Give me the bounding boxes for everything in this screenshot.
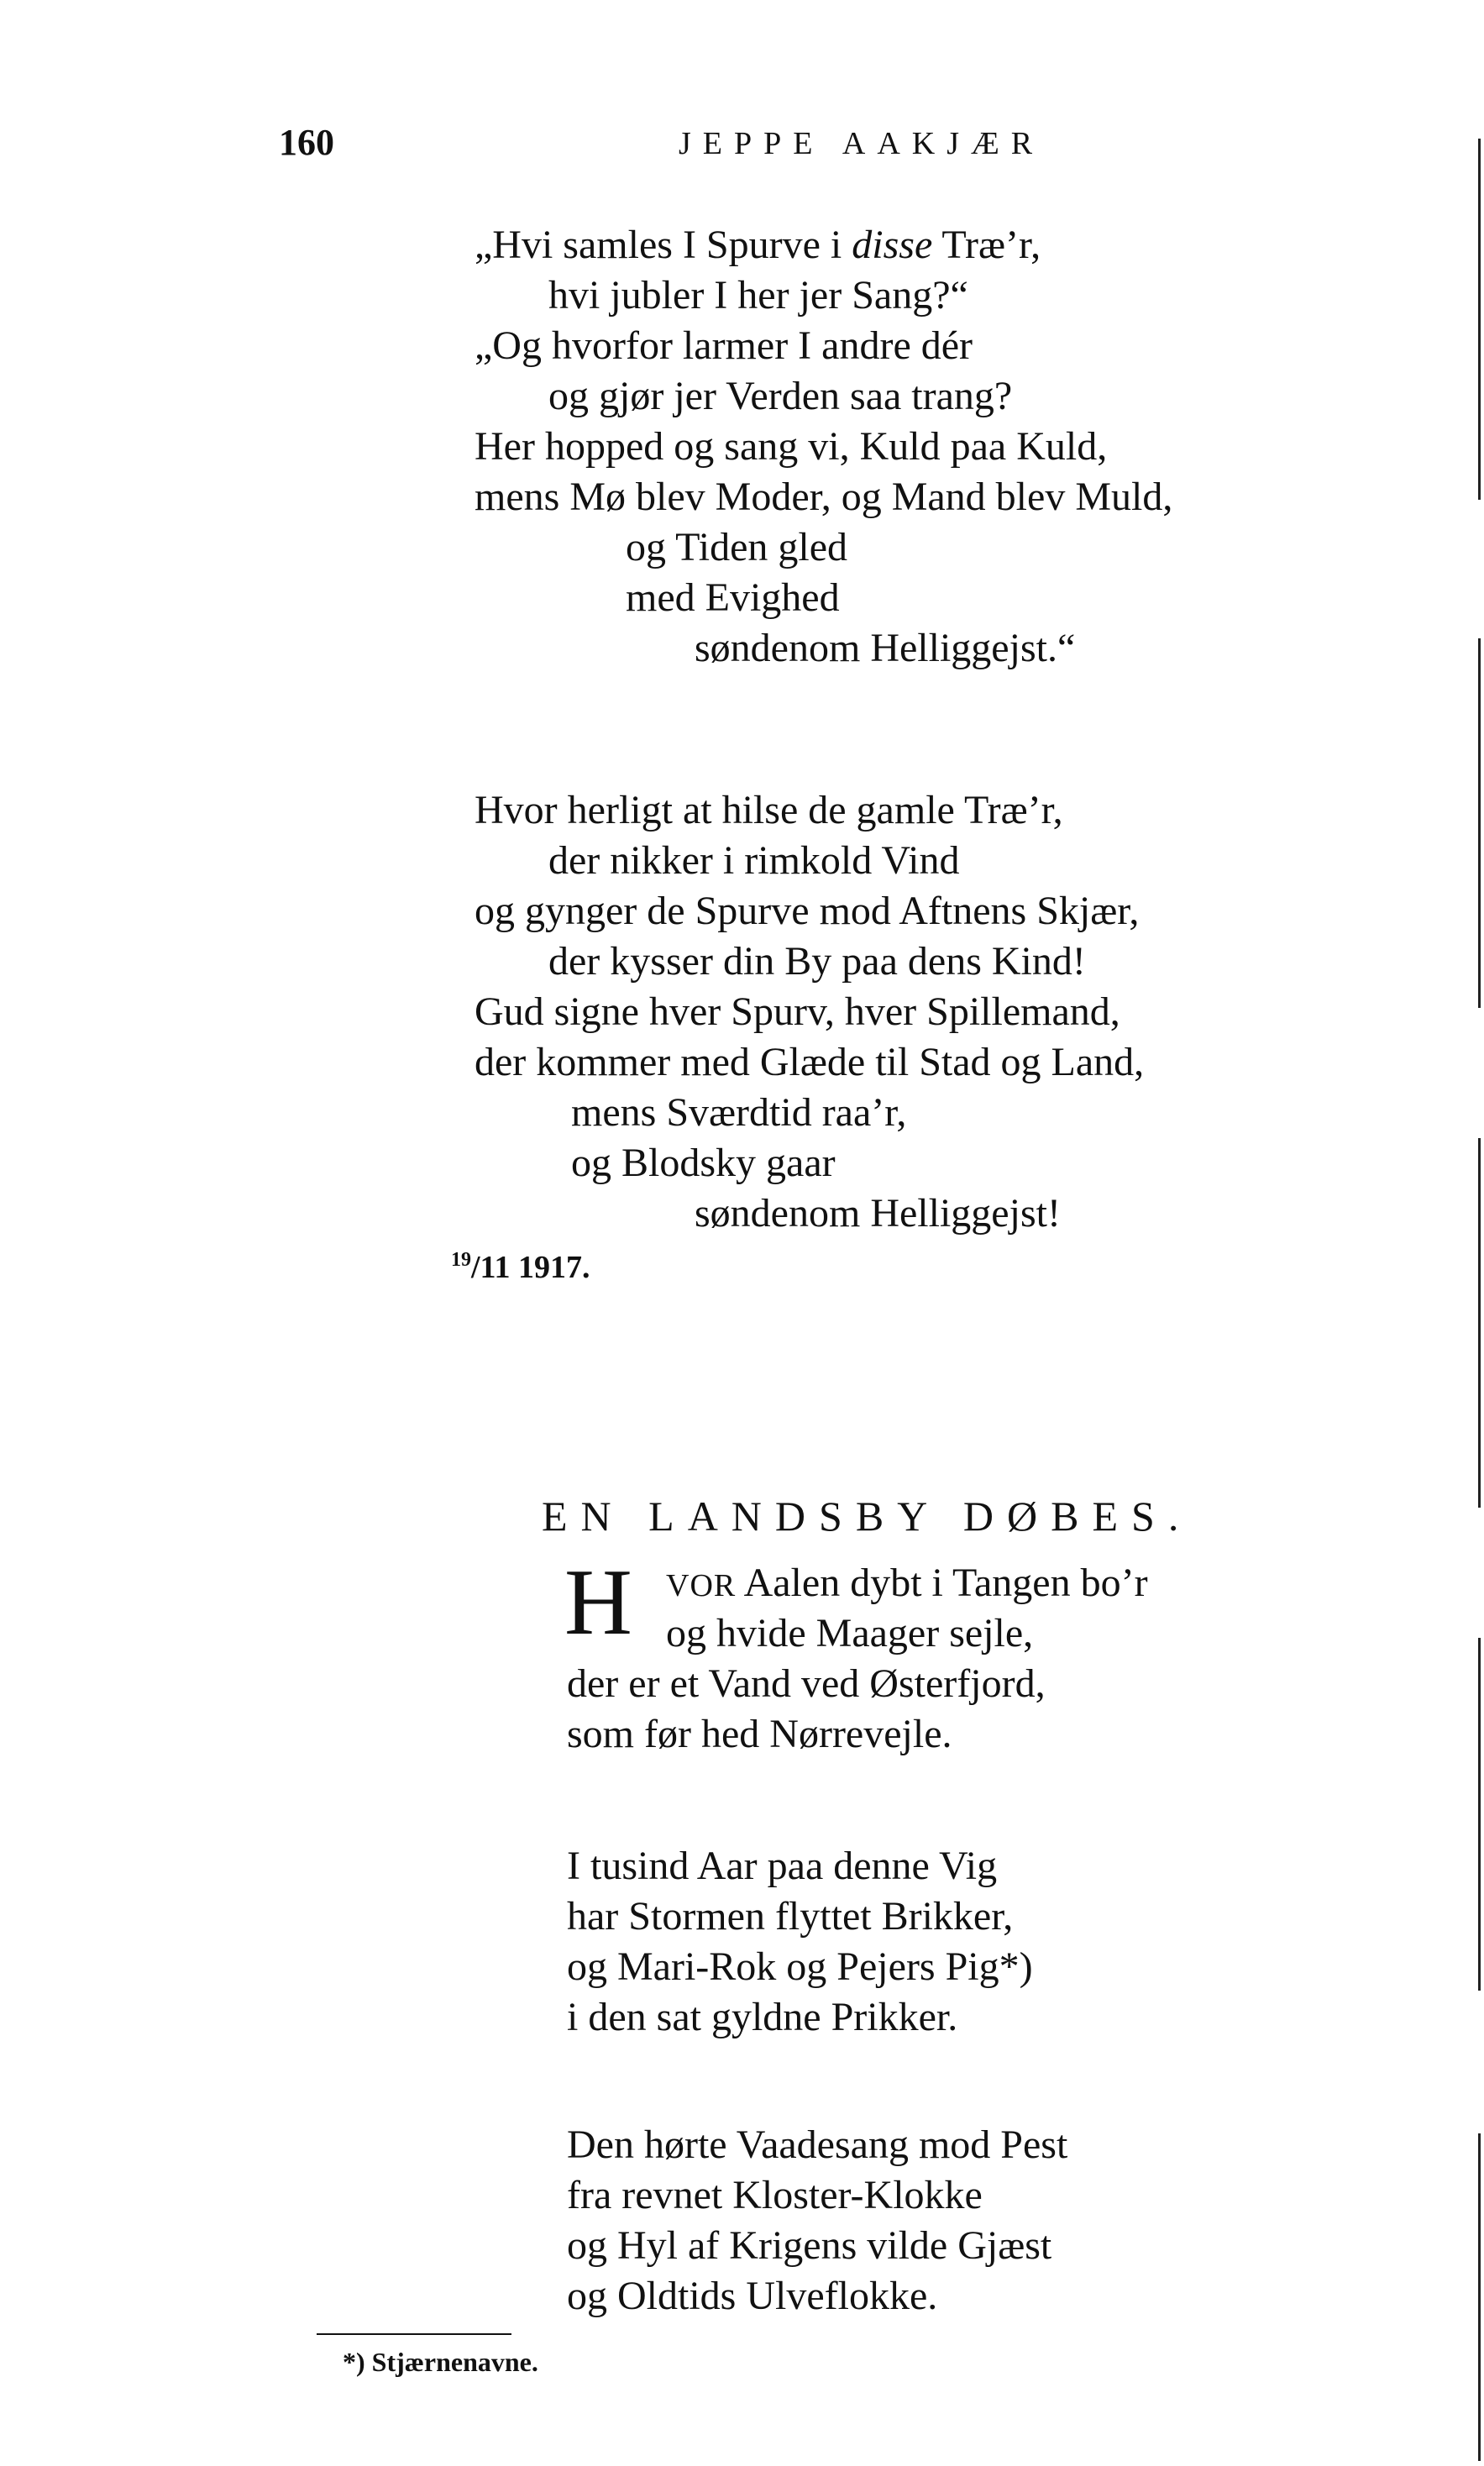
- poem-line: der kysser din By paa dens Kind!: [548, 939, 1086, 984]
- poem-line: søndenom Helliggejst!: [695, 1191, 1061, 1236]
- poem2-stanza1: [567, 1558, 1148, 1760]
- poem-line: fra revnet Kloster-Klokke: [567, 2173, 983, 2217]
- poem-line: søndenom Helliggejst.“: [695, 626, 1076, 670]
- date-day: 19: [451, 1249, 471, 1271]
- poem-line: der kommer med Glæde til Stad og Land,: [475, 1040, 1145, 1084]
- poem-line: og hvide Maager sejle,: [666, 1611, 1034, 1655]
- date-rest: /11 1917.: [471, 1250, 590, 1285]
- drop-cap: H: [564, 1550, 632, 1655]
- poem-line: mens Sværdtid raa’r,: [571, 1090, 907, 1135]
- poem-line: i den sat gyldne Prikker.: [567, 1995, 958, 2039]
- poem-line: der er et Vand ved Østerfjord,: [567, 1661, 1046, 1706]
- poem-line: „Og hvorfor larmer I andre dér: [475, 323, 973, 368]
- running-head: JEPPE AAKJÆR: [679, 126, 1045, 161]
- footnote-rule: [317, 2333, 511, 2335]
- scan-edge-line: [1478, 1638, 1481, 1991]
- poem-line: og Blodsky gaar: [571, 1141, 836, 1185]
- poem-title: EN LANDSBY DØBES.: [542, 1492, 1193, 1540]
- poem-line: og gjør jer Verden saa trang?: [548, 374, 1013, 418]
- poem1-stanza2: [475, 785, 1144, 1239]
- poem-line: og Oldtids Ulveflokke.: [567, 2274, 938, 2318]
- poem-line: og Tiden gled: [626, 525, 848, 569]
- poem-line: mens Mø blev Moder, og Mand blev Muld,: [475, 475, 1173, 519]
- poem-line: som før hed Nørrevejle.: [567, 1712, 952, 1756]
- poem-line: der nikker i rimkold Vind: [548, 838, 960, 883]
- poem-line: med Evighed: [626, 575, 840, 620]
- poem-line: har Stormen flyttet Brikker,: [567, 1894, 1014, 1939]
- page-number: 160: [279, 122, 334, 163]
- poem-line: Gud signe hver Spurv, hver Spillemand,: [475, 989, 1120, 1034]
- poem-line: „Hvi samles I Spurve i disse Træ’r,: [475, 223, 1041, 267]
- scan-edge-line: [1478, 638, 1481, 1008]
- poem-date: [451, 1250, 590, 1283]
- scan-edge-line: [1478, 1138, 1481, 1508]
- poem-line: hvi jubler I her jer Sang?“: [548, 273, 968, 317]
- poem-line: Hvor herligt at hilse de gamle Træ’r,: [475, 788, 1063, 832]
- poem-line: og gynger de Spurve mod Aftnens Skjær,: [475, 889, 1140, 933]
- poem-line: Her hopped og sang vi, Kuld paa Kuld,: [475, 424, 1108, 469]
- italic-word: disse: [852, 223, 933, 267]
- poem2-stanza2: [567, 1841, 1033, 2043]
- footnote: *) Stjærnenavne.: [343, 2347, 538, 2377]
- poem-line: og Mari-Rok og Pejers Pig*): [567, 1944, 1033, 1989]
- poem2-stanza3: [567, 2120, 1067, 2322]
- poem1-stanza1: [475, 220, 1172, 674]
- smallcaps-word: VOR: [666, 1568, 737, 1603]
- poem-line: Den hørte Vaadesang mod Pest: [567, 2122, 1068, 2167]
- poem-line: VOR Aalen dybt i Tangen bo’r: [666, 1561, 1148, 1605]
- poem-line: og Hyl af Krigens vilde Gjæst: [567, 2223, 1052, 2268]
- poem-line: I tusind Aar paa denne Vig: [567, 1844, 998, 1888]
- scan-edge-line: [1478, 2133, 1481, 2461]
- scan-edge-line: [1478, 139, 1481, 500]
